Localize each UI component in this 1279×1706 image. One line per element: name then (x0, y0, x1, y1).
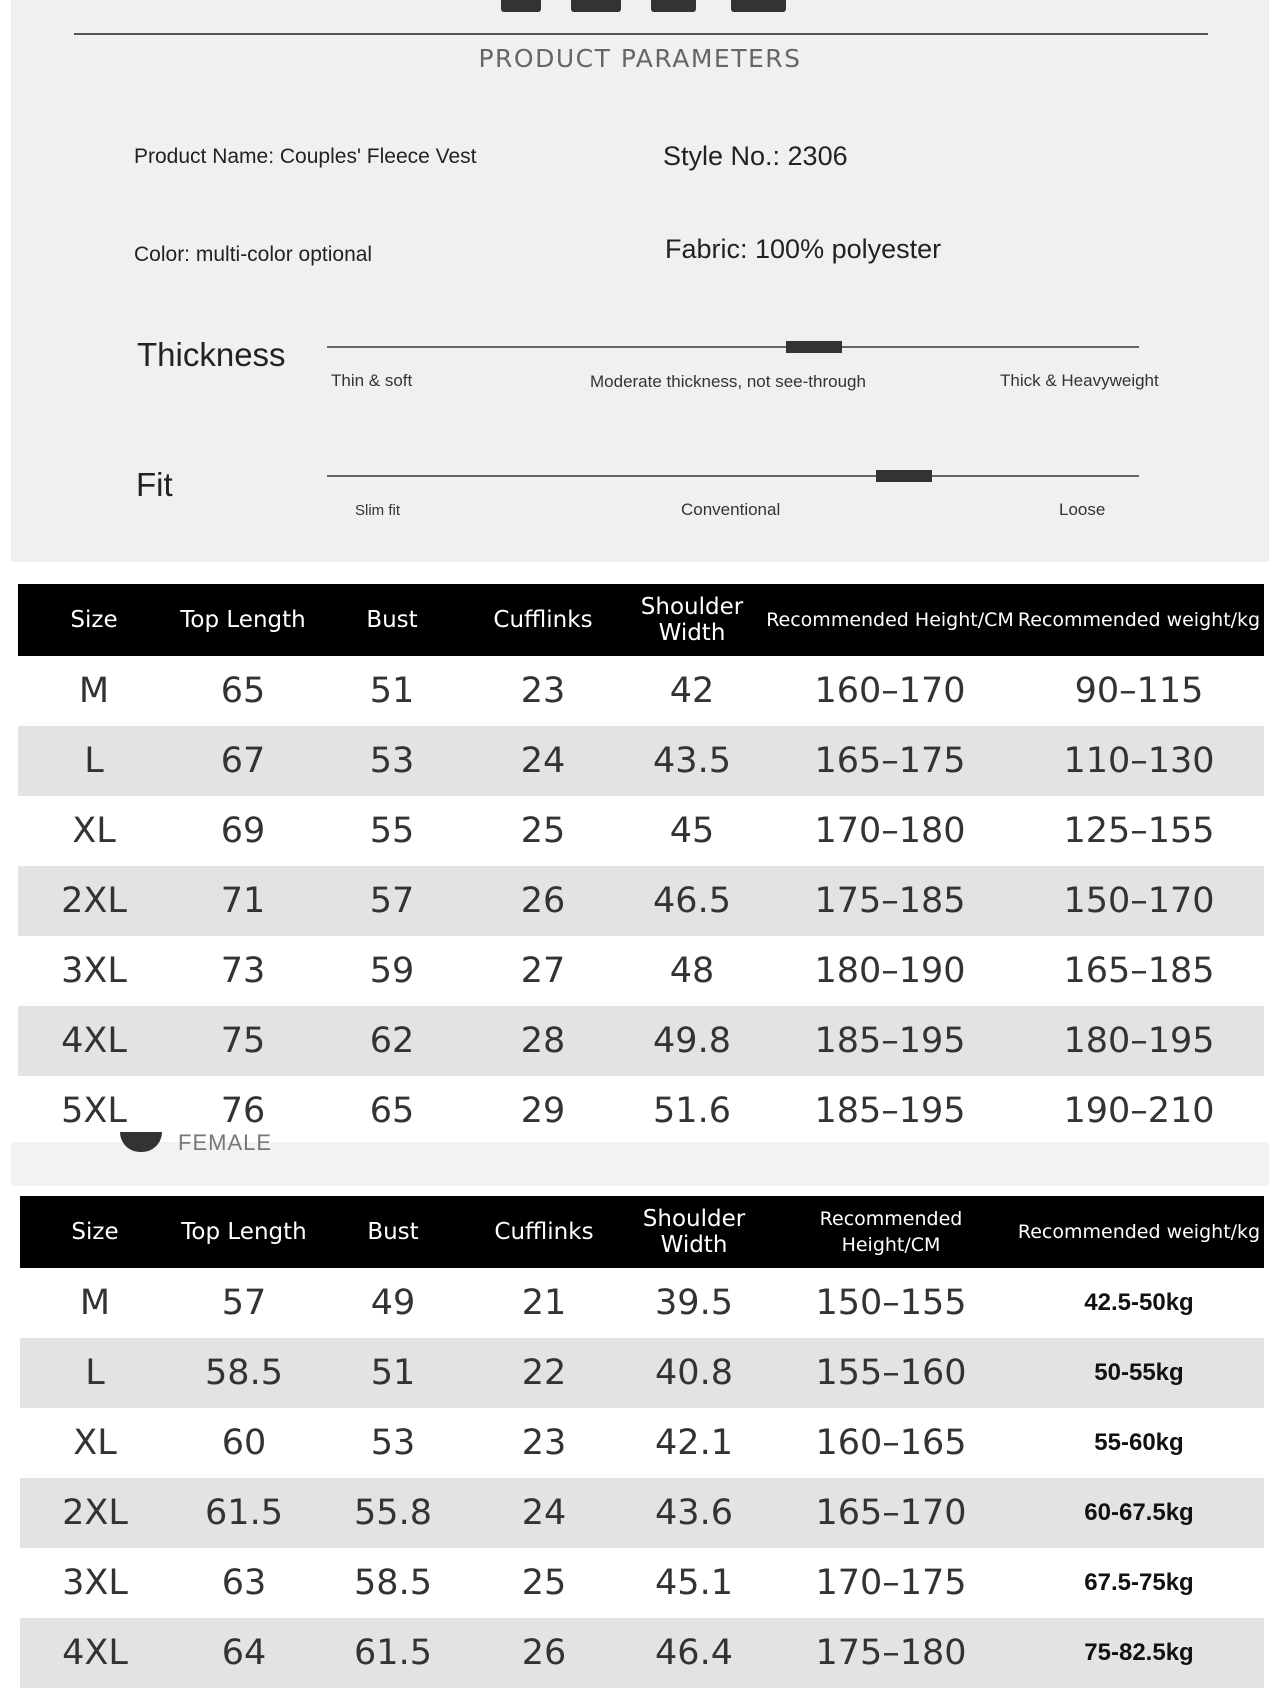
table-cell: 73 (220, 951, 266, 991)
cropped-heading-graphic (481, 0, 821, 20)
table-cell: 75 (170, 1006, 316, 1076)
table-cell: 64 (170, 1618, 318, 1688)
column-header: Bust (318, 1196, 468, 1268)
table-cell: 75-82.5kg (1014, 1618, 1264, 1688)
table-cell: 67 (170, 726, 316, 796)
table-header-row (18, 584, 1264, 656)
fit-label: Fit (136, 466, 173, 503)
table-cell: 160–170 (814, 671, 966, 711)
table-cell: 51.6 (653, 1091, 731, 1131)
table-cell: 27 (520, 951, 566, 991)
table-cell: 170–180 (814, 811, 966, 851)
thickness-mid-label: Moderate thickness, not see-through (590, 372, 866, 391)
table-cell: 150–170 (1014, 866, 1264, 936)
fabric-info: Fabric: 100% polyester (665, 234, 942, 264)
table-cell: 2XL (18, 866, 170, 936)
table-cell: 46.5 (618, 866, 766, 936)
table-cell: 60 (221, 1423, 267, 1463)
table-cell: 43.5 (618, 726, 766, 796)
column-header: Recommended Height/CM (768, 1196, 1014, 1268)
table-cell: 58.5 (354, 1563, 432, 1603)
thickness-scale-track (327, 346, 1139, 348)
table-cell: 3XL (61, 951, 127, 991)
table-cell: 150–155 (815, 1283, 967, 1323)
product-name: Product Name: Couples' Fleece Vest (134, 145, 477, 168)
table-cell: 175–180 (768, 1618, 1014, 1688)
table-cell: 55-60kg (1094, 1429, 1184, 1456)
table-cell: 57 (316, 866, 468, 936)
table-cell: 165–185 (1063, 951, 1215, 991)
table-cell: 53 (316, 726, 468, 796)
table-header-row (20, 1196, 1264, 1268)
table-cell: 125–155 (1063, 811, 1215, 851)
table-cell: M (78, 671, 110, 711)
table-cell: 39.5 (655, 1283, 733, 1323)
fit-mid-label: Conventional (681, 500, 781, 519)
panel-title: PRODUCT PARAMETERS (478, 44, 802, 73)
fit-max-label: Loose (1059, 500, 1106, 519)
table-cell: 29 (520, 1091, 566, 1131)
table-cell: 4XL (18, 1006, 170, 1076)
table-cell: 42.1 (655, 1423, 733, 1463)
thickness-max-label: Thick & Heavyweight (1000, 371, 1159, 390)
table-cell: 170–175 (815, 1563, 967, 1603)
column-header: Recommended weight/kg (1014, 1196, 1264, 1268)
table-cell: 2XL (20, 1478, 170, 1548)
table-cell: 43.6 (620, 1478, 768, 1548)
table-cell: 63 (221, 1563, 267, 1603)
table-cell: 155–160 (768, 1338, 1014, 1408)
table-cell: 45 (669, 811, 715, 851)
female-size-table (20, 1196, 1264, 1688)
fit-level-marker (876, 470, 932, 482)
table-cell: 51 (369, 671, 415, 711)
column-header: Shoulder Width (618, 584, 766, 656)
table-cell: L (20, 1338, 170, 1408)
column-header: Size (20, 1196, 170, 1268)
table-cell: 190–210 (1063, 1091, 1215, 1131)
thickness-label: Thickness (137, 336, 286, 373)
table-row (20, 1408, 1264, 1478)
table-cell: 61.5 (170, 1478, 318, 1548)
column-header: Top Length (170, 584, 316, 656)
table-cell: XL (72, 811, 116, 851)
table-cell: 46.4 (620, 1618, 768, 1688)
heading-rule (74, 33, 1208, 35)
table-cell: 110–130 (1014, 726, 1264, 796)
parameters-panel (11, 0, 1269, 562)
table-cell: 55 (369, 811, 415, 851)
table-cell: 26 (468, 866, 618, 936)
table-cell: 76 (220, 1091, 266, 1131)
table-cell: 69 (220, 811, 266, 851)
table-cell: 42 (669, 671, 715, 711)
table-cell: 51 (318, 1338, 468, 1408)
table-cell: 59 (369, 951, 415, 991)
table-cell: 58.5 (170, 1338, 318, 1408)
column-header: Size (18, 584, 170, 656)
table-cell: 90–115 (1074, 671, 1204, 711)
table-row (20, 1268, 1264, 1338)
table-cell: 61.5 (318, 1618, 468, 1688)
table-row (18, 796, 1264, 866)
table-cell: 55.8 (318, 1478, 468, 1548)
color-info: Color: multi-color optional (134, 243, 373, 266)
fit-scale-track (327, 475, 1139, 477)
table-cell: 165–170 (768, 1478, 1014, 1548)
table-cell: 160–165 (815, 1423, 967, 1463)
column-header: Top Length (170, 1196, 318, 1268)
table-cell: 22 (468, 1338, 620, 1408)
table-row (18, 1006, 1264, 1076)
table-cell: 60-67.5kg (1014, 1478, 1264, 1548)
table-row (18, 866, 1264, 936)
table-row (20, 1548, 1264, 1618)
table-cell: 62 (316, 1006, 468, 1076)
table-cell: 71 (170, 866, 316, 936)
table-cell: L (18, 726, 170, 796)
table-cell: 5XL (61, 1091, 127, 1131)
table-cell: 67.5-75kg (1084, 1569, 1194, 1596)
table-cell: 180–190 (814, 951, 966, 991)
table-cell: 28 (468, 1006, 618, 1076)
table-cell: 42.5-50kg (1084, 1289, 1194, 1316)
table-cell: 25 (520, 811, 566, 851)
table-cell: 50-55kg (1014, 1338, 1264, 1408)
thickness-level-marker (786, 341, 842, 353)
column-header: Recommended weight/kg (1014, 584, 1264, 656)
table-cell: 165–175 (766, 726, 1014, 796)
table-cell: 25 (521, 1563, 567, 1603)
male-size-table (18, 584, 1264, 1146)
table-cell: 24 (468, 726, 618, 796)
table-cell: 26 (468, 1618, 620, 1688)
table-cell: 24 (468, 1478, 620, 1548)
table-row (20, 1618, 1264, 1688)
table-cell: 53 (370, 1423, 416, 1463)
table-cell: 23 (520, 671, 566, 711)
table-cell: 40.8 (620, 1338, 768, 1408)
table-row (20, 1338, 1264, 1408)
table-cell: 65 (220, 671, 266, 711)
column-header: Shoulder Width (620, 1196, 768, 1268)
thickness-min-label: Thin & soft (331, 371, 413, 390)
table-cell: 48 (669, 951, 715, 991)
table-row (18, 726, 1264, 796)
table-cell: 185–195 (766, 1006, 1014, 1076)
table-cell: 185–195 (814, 1091, 966, 1131)
table-cell: 21 (521, 1283, 567, 1323)
table-row (18, 656, 1264, 726)
table-cell: M (79, 1283, 111, 1323)
table-cell: 49.8 (618, 1006, 766, 1076)
table-cell: 180–195 (1014, 1006, 1264, 1076)
table-cell: 175–185 (766, 866, 1014, 936)
column-header: Cufflinks (468, 584, 618, 656)
table-cell: XL (73, 1423, 117, 1463)
table-cell: 23 (521, 1423, 567, 1463)
style-number: Style No.: 2306 (663, 141, 848, 171)
table-cell: 57 (221, 1283, 267, 1323)
table-row (20, 1478, 1264, 1548)
column-header: Bust (316, 584, 468, 656)
table-cell: 3XL (62, 1563, 128, 1603)
column-header: Cufflinks (468, 1196, 620, 1268)
female-section-label: FEMALE (178, 1130, 273, 1155)
table-cell: 49 (370, 1283, 416, 1323)
table-row (18, 936, 1264, 1006)
column-header: Recommended Height/CM (766, 584, 1014, 656)
table-cell: 4XL (20, 1618, 170, 1688)
table-cell: 45.1 (655, 1563, 733, 1603)
table-cell: 65 (369, 1091, 415, 1131)
fit-min-label: Slim fit (355, 502, 400, 519)
